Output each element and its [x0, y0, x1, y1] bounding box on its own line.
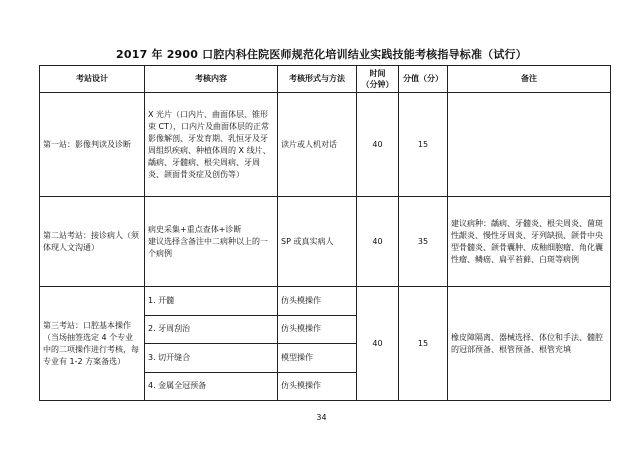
content-cell: [145, 197, 278, 287]
header-score: 分值（分）: [399, 66, 448, 93]
station-2-content: 病史采集+重点查体+诊断 建议选择含备注中二病种以上的一个病例: [148, 224, 268, 258]
page-number: 34: [316, 413, 327, 422]
list-item: 1. 开髓: [145, 287, 277, 316]
station-1-notes: [448, 93, 611, 197]
table-row-station-1: [40, 93, 611, 197]
station-3-time: 40: [357, 287, 399, 401]
station-2-label: 第二站考站：接诊病人（须体现人文沟通）: [43, 230, 139, 252]
list-item: 仿头模操作: [278, 287, 356, 316]
header-time-line2: （分钟）: [361, 80, 394, 89]
header-method: 考核形式与方法: [278, 66, 357, 93]
list-item: 仿头模操作: [278, 316, 356, 345]
method-cell: [278, 197, 357, 287]
content-cell: [145, 287, 278, 401]
header-content: 考核内容: [145, 66, 278, 93]
station-1-time: 40: [357, 93, 399, 197]
station-1-method: 读片或人机对话: [281, 139, 337, 149]
list-item: 2. 牙周刮治: [145, 316, 277, 345]
header-notes: 备注: [448, 66, 611, 93]
station-3-content-list: [145, 287, 277, 400]
header-time: [357, 66, 399, 93]
station-3-method-list: [278, 287, 356, 400]
notes-cell: [448, 197, 611, 287]
list-item: 4. 金属全冠预备: [148, 381, 207, 391]
method-cell: [278, 93, 357, 197]
station-1-score: 15: [399, 93, 448, 197]
station-2-method: SP 或真实病人: [281, 236, 334, 246]
method-cell: [278, 287, 357, 401]
list-item: 模型操作: [278, 344, 356, 373]
station-1-label: 第一站：影像判读及诊断: [43, 139, 131, 149]
station-1-content: X 光片（口内片、曲面体层、锥形束 CT），口内片及曲面体层的正常影像解剖、牙发育期、乳恒牙及牙周组织疾病、种植体周的 X 线片、龋病、牙髓病、根尖周病、牙周炎、颌面骨炎症及创伤等）: [148, 109, 271, 179]
table-header-row: [40, 66, 611, 93]
document-title: 2017 年 2900 口腔内科住院医师规范化培训结业实践技能考核指导标准（试行）: [116, 48, 527, 61]
station-cell: [40, 287, 145, 401]
table-row-station-2: [40, 197, 611, 287]
list-item: 仿头模操作: [281, 381, 321, 391]
station-3-label: 第三考站：口腔基本操作（当场抽签选定 4 个专业中的二项操作进行考核，每专业有 1-2 方案备选）: [43, 320, 139, 366]
header-station: 考站设计: [40, 66, 145, 93]
header-time-line1: 时间: [369, 69, 386, 78]
table-row-station-3: [40, 287, 611, 401]
station-3-score: 15: [399, 287, 448, 401]
assessment-table: [39, 65, 611, 401]
station-cell: [40, 93, 145, 197]
station-2-time: 40: [357, 197, 399, 287]
station-2-notes: 建议病种：龋病、牙髓炎、根尖周炎、菌斑性龈炎、慢性牙周炎、牙列缺损、颌骨中央型骨髓炎、颌骨囊肿、成釉细胞瘤、角化囊性瘤、鳞癌、扁平苔藓、白斑等病例: [451, 218, 603, 264]
station-3-notes: 橡皮障隔离、器械选择、体位和手法、髓腔的冠部预备、根管预备、根管充填: [451, 332, 603, 354]
list-item: 3. 切开缝合: [145, 344, 277, 373]
notes-cell: [448, 287, 611, 401]
station-2-score: 35: [399, 197, 448, 287]
content-cell: [145, 93, 278, 197]
station-cell: [40, 197, 145, 287]
